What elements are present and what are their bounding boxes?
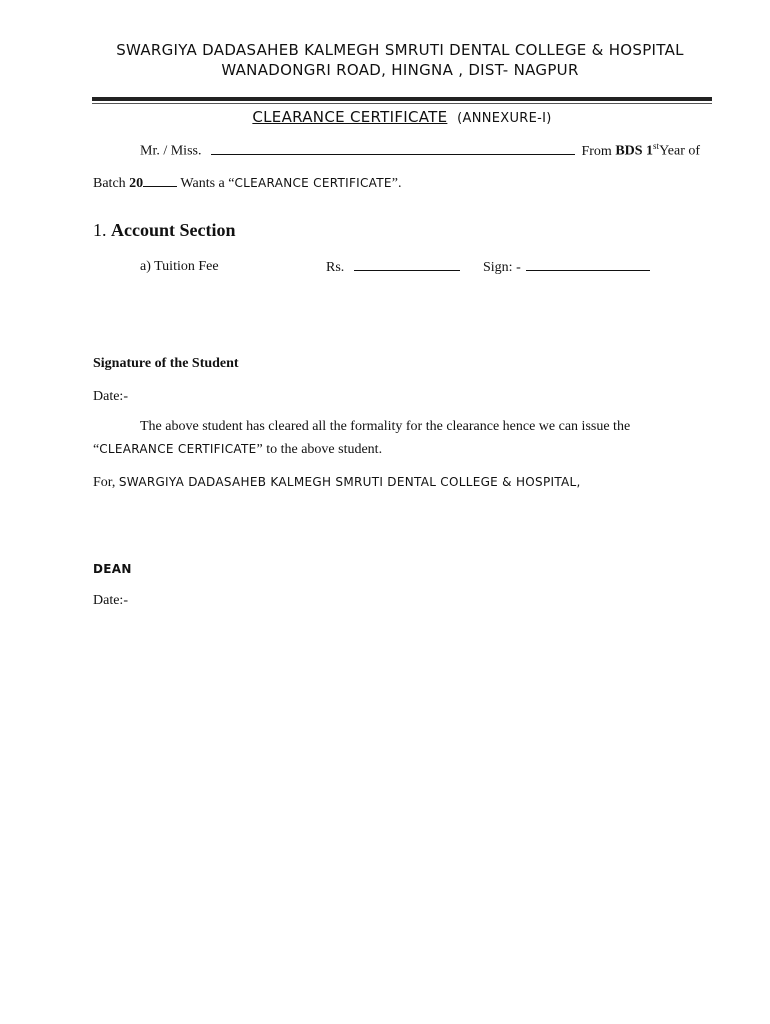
clearance-para-line2: [93, 438, 693, 461]
student-name-line: [140, 141, 700, 160]
batch-line: [93, 175, 401, 192]
annexure-label: (ANNEXURE-I): [457, 111, 552, 126]
for-college-name: SWARGIYA DADASAHEB KALMEGH SMRUTI DENTAL COLLEGE & HOSPITAL,: [118, 475, 581, 489]
for-label: For,: [93, 475, 116, 490]
tuition-fee-label: a) Tuition Fee: [140, 259, 219, 274]
mr-miss-label: Mr. / Miss.: [140, 143, 202, 159]
clearance-para-end: ” to the above student.: [256, 442, 383, 457]
sign-field[interactable]: [526, 259, 650, 271]
clearance-para-cert: CLEARANCE CERTIFICATE: [99, 442, 257, 456]
college-address: WANADONGRI ROAD, HINGNA , DIST- NAGPUR: [221, 61, 579, 79]
section-title: Account Section: [111, 220, 236, 240]
section-number: 1.: [93, 220, 107, 240]
amount-field[interactable]: [354, 259, 460, 271]
year-of-label: Year of: [659, 143, 701, 159]
batch-cert-label: CLEARANCE CERTIFICATE: [234, 176, 392, 190]
certificate-title-main: CLEARANCE CERTIFICATE: [252, 108, 448, 126]
student-date-label: Date:-: [93, 389, 128, 404]
clearance-paragraph: [93, 416, 693, 461]
batch-year-field[interactable]: [143, 175, 177, 187]
account-section-heading: [93, 220, 236, 241]
from-label: From: [581, 143, 612, 159]
tuition-fee-row: [140, 259, 219, 275]
batch-line-end: ”.: [391, 176, 402, 191]
certificate-title: [92, 108, 712, 127]
quote-open: “: [93, 442, 100, 457]
college-name: SWARGIYA DADASAHEB KALMEGH SMRUTI DENTAL COLLEGE & HOSPITAL: [116, 41, 684, 59]
student-signature-text: Signature of the Student: [93, 356, 239, 371]
year-superscript: st: [653, 141, 660, 151]
header-rule-thin: [92, 103, 712, 104]
dean-date-label: Date:-: [93, 593, 128, 608]
header-rule-thick: [92, 97, 712, 101]
batch-label: Batch: [93, 176, 126, 191]
clearance-para-line1: The above student has cleared all the formality for the clearance hence we can issue the: [140, 419, 631, 434]
sign-label: Sign: -: [483, 260, 521, 275]
rs-label: Rs.: [326, 260, 345, 275]
student-signature-label: [93, 356, 239, 372]
batch-year-prefix: 20: [129, 176, 144, 191]
for-college-line: [93, 475, 581, 491]
student-name-field[interactable]: [211, 143, 575, 155]
bds-label: BDS 1: [615, 143, 654, 159]
tuition-fee-sign: [483, 259, 650, 276]
wants-label: Wants a “: [180, 176, 235, 191]
tuition-fee-amount: [326, 259, 460, 276]
document-header: [60, 40, 740, 80]
dean-label: DEAN: [93, 562, 132, 576]
